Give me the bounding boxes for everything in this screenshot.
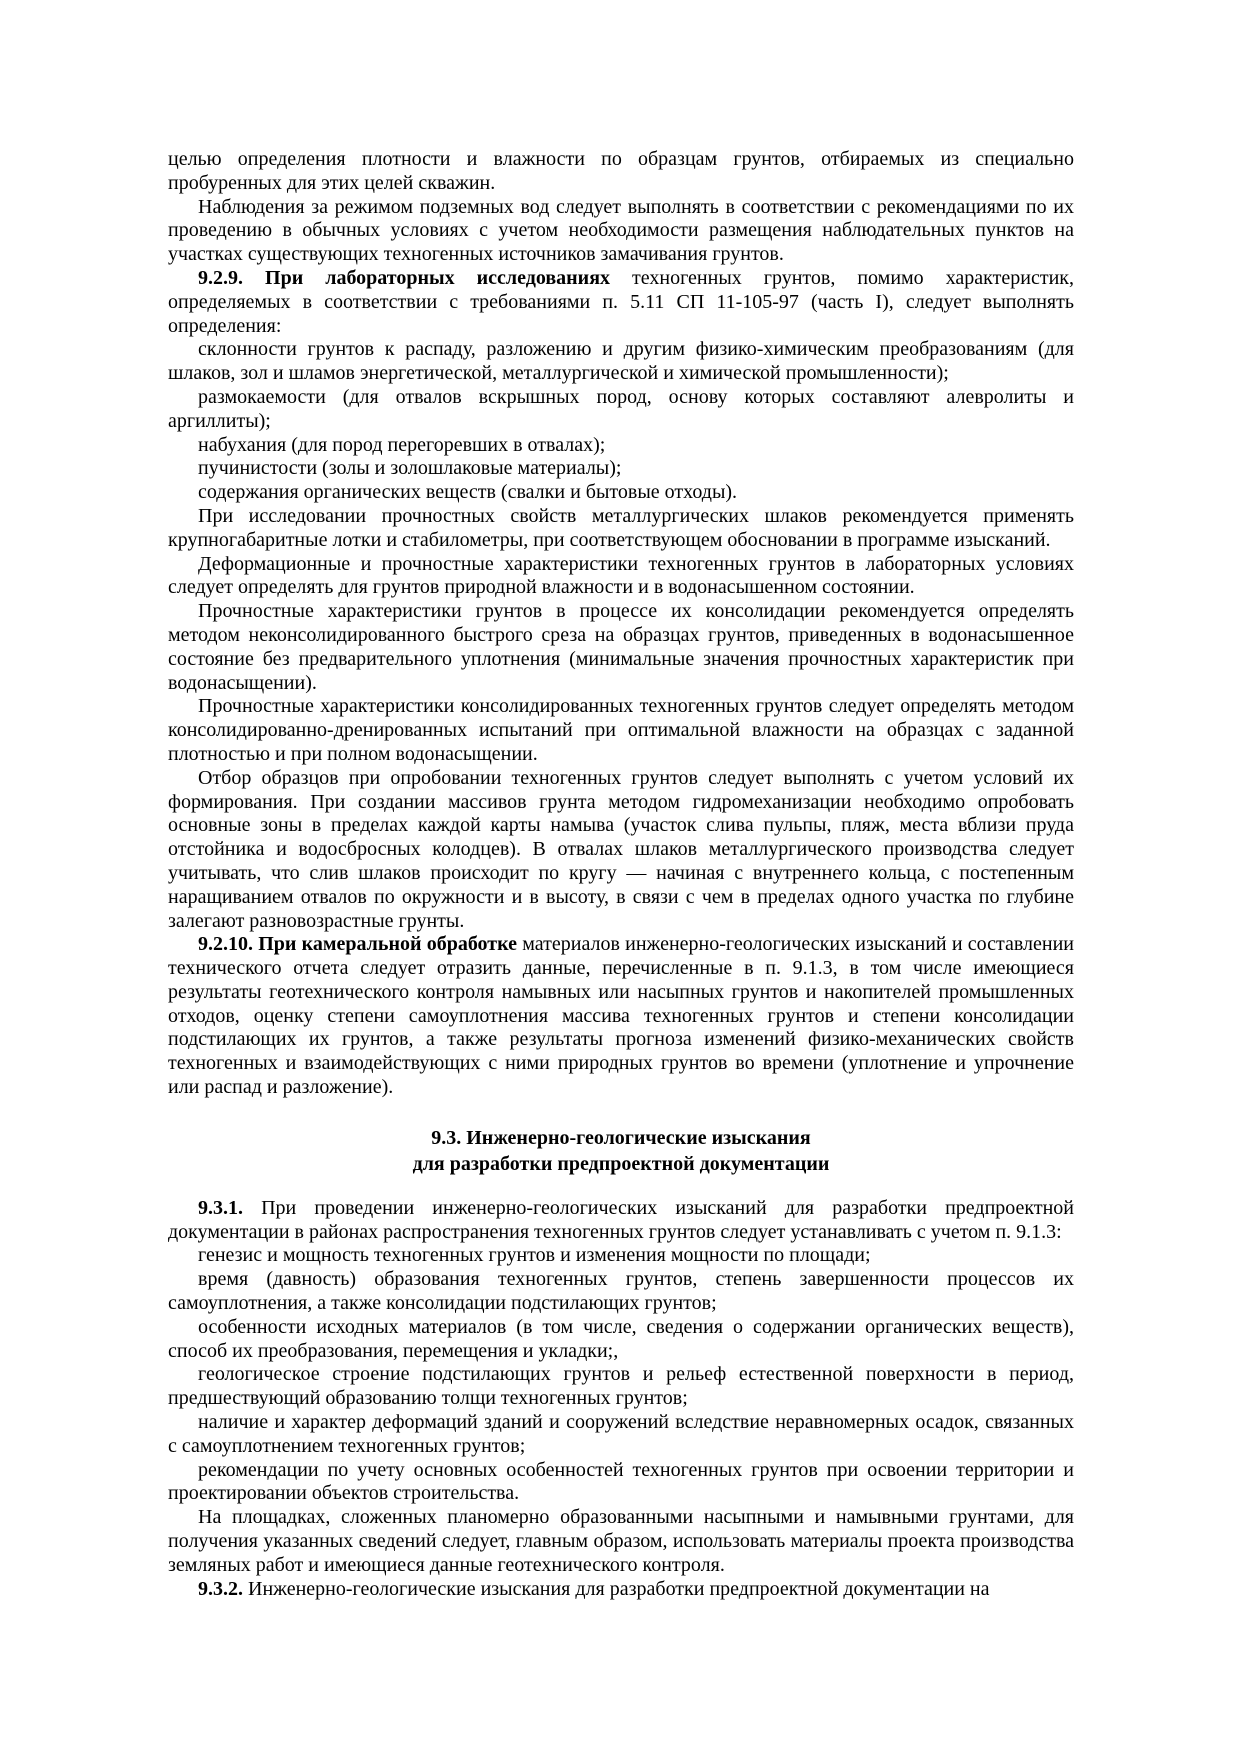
- paragraph-text: Отбор образцов при опробовании техногенных грунтов следует выполнять с учетом условий их формирования. При создании массивов грунта методом гидромеханизации необходимо опробовать основные зоны в пределах каждой карты намыва (участок слива пульпы, пляж, места вблизи пруда отстойника и водосбросных колодцев). В отвалах шлаков металлургического производства следует учитывать, что слив шлаков происходит по кругу — начиная с внутреннего кольца, с постепенным наращиванием отвалов по окружности и в высоту, в связи с чем в пределах одного участка по глубине залегают разновозрастные грунты.: [168, 766, 1074, 932]
- paragraph-text: размокаемости (для отвалов вскрышных пород, основу которых составляют алевролиты и аргиллиты);: [168, 385, 1074, 432]
- paragraph-text: Прочностные характеристики грунтов в процессе их консолидации рекомендуется определять методом неконсолидированного быстрого среза на образцах грунтов, приведенных в водонасышенное состояние без предварительного уплотнения (минимальные значения прочностных характеристик при водонасыщении).: [168, 600, 1074, 694]
- section-heading-line: для разработки предпроектной документации: [412, 1152, 830, 1175]
- paragraph-text: склонности грунтов к распаду, разложению и другим физико-химическим преобразованиям (для шлаков, зол и шламов энергетической, металлургической и химической промышленности);: [168, 338, 1074, 385]
- paragraph: [168, 695, 1074, 766]
- paragraph: [168, 148, 1074, 196]
- section-heading: [168, 1125, 1074, 1177]
- paragraph-lead-bold: 9.3.1.: [198, 1196, 243, 1219]
- paragraph: [168, 457, 1074, 481]
- paragraph: [168, 1411, 1074, 1459]
- paragraph-text: Инженерно-геологические изыскания для разработки предпроектной документации на: [243, 1577, 990, 1600]
- paragraph: [168, 1197, 1074, 1245]
- paragraph-text: техногенных грунтов, помимо характеристик, определяемых в соответствии с требованиями п. 5.11 СП 11-105-97 (часть I), следует выполнять определения:: [168, 266, 1074, 337]
- paragraph: [168, 1316, 1074, 1364]
- paragraph-text: При исследовании прочностных свойств металлургических шлаков рекомендуется применять крупногабаритные лотки и стабилометры, при соответствующем обосновании в программе изысканий.: [168, 504, 1074, 551]
- paragraph-lead-bold: 9.3.2.: [198, 1577, 243, 1600]
- paragraph-text: содержания органических веществ (свалки и бытовые отходы).: [198, 481, 738, 504]
- paragraph-text: материалов инженерно-геологических изысканий и составлении технического отчета следует отразить данные, перечисленные в п. 9.1.3, в том числе имеющиеся результаты геотехнического контроля намывных или насыпных грунтов и накопителей промышленных отходов, оценку степени самоуплотнения массива техногенных грунтов и степени консолидации подстилающих их грунтов, а также результаты прогноза изменений физико-механических свойств техногенных и взаимодействующих с ними природных грунтов во времени (уплотнение и упрочнение или распад и разложение).: [168, 933, 1074, 1099]
- paragraph-text: набухания (для пород перегоревших в отвалах);: [198, 433, 606, 456]
- paragraph-text: рекомендации по учету основных особенностей техногенных грунтов при освоении территории и проектировании объектов строительства.: [168, 1458, 1074, 1505]
- paragraph-text: особенности исходных материалов (в том числе, сведения о содержании органических веществ), способ их преобразования, перемещения и укладки;,: [168, 1315, 1074, 1362]
- text-content: [168, 148, 1074, 1601]
- paragraph-lead-bold: 9.2.10. При камеральной обработке: [198, 933, 518, 956]
- paragraph-text: Деформационные и прочностные характеристики техногенных грунтов в лабораторных условиях следует определять для грунтов природной влажности и в водонасышенном состоянии.: [168, 552, 1074, 599]
- paragraph: [168, 1244, 1074, 1268]
- paragraph: [168, 505, 1074, 553]
- paragraph-text: пучинистости (золы и золошлаковые материалы);: [198, 457, 622, 480]
- paragraph-text: целью определения плотности и влажности по образцам грунтов, отбираемых из специально пробуренных для этих целей скважин.: [168, 148, 1074, 194]
- paragraph-text: Прочностные характеристики консолидированных техногенных грунтов следует определять методом консолидированно-дренированных испытаний при оптимальной влажности на образцах с заданной плотностью и при полном водонасыщении.: [168, 695, 1074, 765]
- paragraph: [168, 196, 1074, 267]
- paragraph-text: наличие и характер деформаций зданий и сооружений вследствие неравномерных осадок, связанных с самоуплотнением техногенных грунтов;: [168, 1411, 1074, 1457]
- paragraph: [168, 600, 1074, 695]
- paragraph: [168, 434, 1074, 458]
- paragraph: [168, 1578, 1074, 1602]
- paragraph-lead-bold: 9.2.9. При лабораторных исследованиях: [198, 266, 611, 289]
- paragraph: [168, 267, 1074, 338]
- paragraph: [168, 338, 1074, 386]
- paragraph: [168, 933, 1074, 1100]
- section-heading-line: 9.3. Инженерно-геологические изыскания: [431, 1126, 811, 1149]
- paragraph-text: генезис и мощность техногенных грунтов и изменения мощности по площади;: [198, 1244, 871, 1267]
- paragraph: [168, 386, 1074, 434]
- paragraph: [168, 553, 1074, 601]
- paragraph-text: На площадках, сложенных планомерно образованными насыпными и намывными грунтами, для получения указанных сведений следует, главным образом, использовать материалы проекта производства земляных работ и имеющиеся данные геотехнического контроля.: [168, 1506, 1074, 1576]
- paragraph-text: время (давность) образования техногенных грунтов, степень завершенности процессов их самоуплотнения, а также консолидации подстилающих грунтов;: [168, 1268, 1074, 1315]
- paragraph: [168, 1268, 1074, 1316]
- paragraph: [168, 1506, 1074, 1577]
- paragraph: [168, 481, 1074, 505]
- paragraph-text: геологическое строение подстилающих грунтов и рельеф естественной поверхности в период, предшествующий образованию толщи техногенных грунтов;: [168, 1363, 1074, 1410]
- paragraph: [168, 1459, 1074, 1507]
- paragraph-text: При проведении инженерно-геологических изысканий для разработки предпроектной документации в районах распространения техногенных грунтов следует устанавливать с учетом п. 9.1.3:: [168, 1196, 1074, 1243]
- paragraph: [168, 767, 1074, 934]
- paragraph-text: Наблюдения за режимом подземных вод следует выполнять в соответствии с рекомендациями по их проведению в обычных условиях с учетом необходимости размещения наблюдательных пунктов на участках существующих техногенных источников замачивания грунтов.: [168, 195, 1074, 266]
- paragraph: [168, 1363, 1074, 1411]
